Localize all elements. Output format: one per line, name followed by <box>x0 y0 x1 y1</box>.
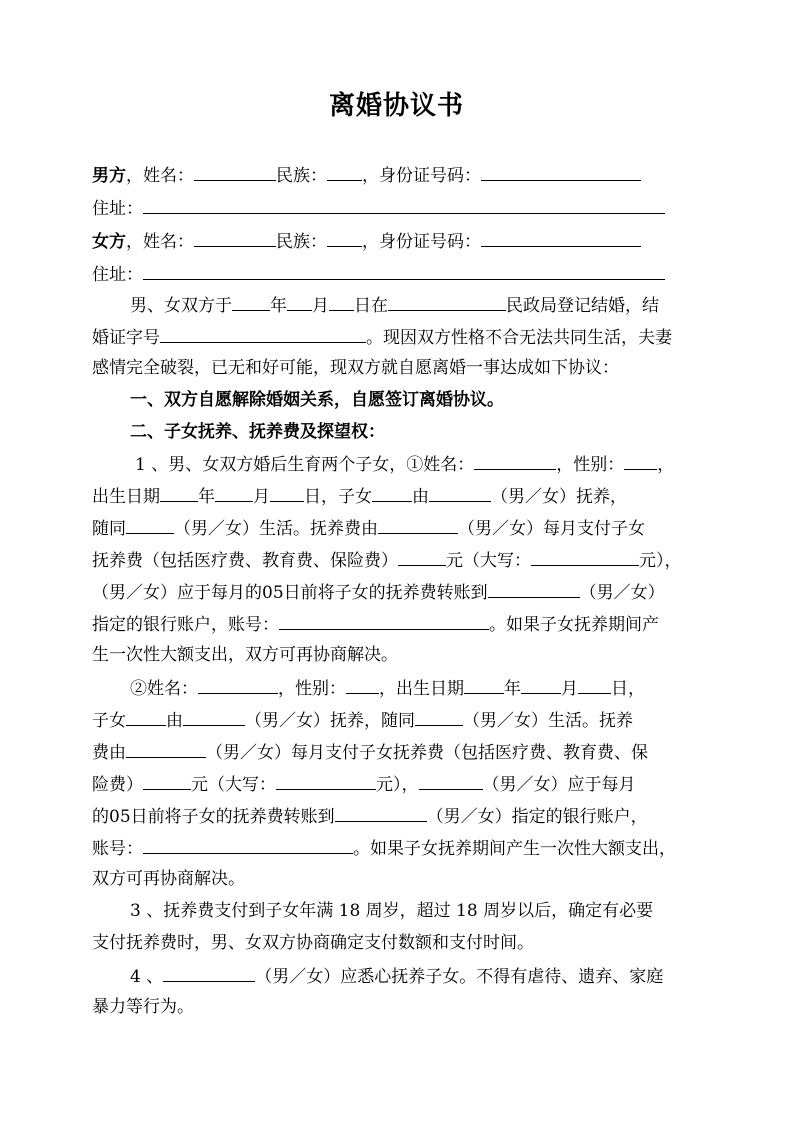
text: ，出生日期 <box>379 679 464 699</box>
text: （男／女） <box>579 583 665 603</box>
child2-line-2 <box>92 708 633 732</box>
child1-recipient-field[interactable] <box>488 580 580 598</box>
text: （男／女）应于每月的05日前将子女的抚养费转账到 <box>92 583 488 603</box>
clause4-line-1 <box>130 964 663 988</box>
text: 随同 <box>92 519 126 539</box>
text: 婚证字号 <box>92 328 160 348</box>
child1-day-field[interactable] <box>270 484 304 502</box>
clause4-party-field[interactable] <box>163 964 255 982</box>
id-label: ，身份证号码： <box>362 166 481 186</box>
bureau-field[interactable] <box>388 293 506 311</box>
text: ， <box>401 775 419 795</box>
address-label: 住址： <box>92 199 143 219</box>
marriage-line-1 <box>130 293 659 317</box>
child2-custody-field[interactable] <box>183 708 245 726</box>
child1-line-2 <box>92 484 627 508</box>
clause3-line-1: 3 、抚养费支付到子女年满 18 周岁，超过 18 周岁以后，确定有必要 <box>130 901 654 921</box>
male-address-line <box>92 196 665 220</box>
child2-line-5 <box>92 804 648 828</box>
text: 月 <box>561 679 578 699</box>
female-info-line <box>92 229 641 253</box>
text: 指定的银行账户，账号： <box>92 615 279 635</box>
child1-custody-field[interactable] <box>429 484 491 502</box>
text: ，性别： <box>556 455 625 475</box>
document-title: 离婚协议书 <box>328 91 464 121</box>
address-label: 住址： <box>92 265 143 285</box>
child2-year-field[interactable] <box>464 676 504 694</box>
text: （男／女）每月支付子女 <box>458 519 645 539</box>
male-ethnic-field[interactable] <box>327 163 362 181</box>
text: 日， <box>611 679 645 699</box>
child1-line-6 <box>92 612 659 636</box>
text: 元） <box>376 775 402 795</box>
female-address-field[interactable] <box>143 262 665 280</box>
text: 月 <box>253 487 270 507</box>
text: 4 、 <box>130 967 164 987</box>
child1-gender-field[interactable] <box>624 452 657 470</box>
child2-account-field[interactable] <box>143 836 353 854</box>
text: （男／女）抚养， <box>491 487 627 507</box>
child1-month-field[interactable] <box>215 484 253 502</box>
marriage-line-2 <box>92 325 672 349</box>
male-address-field[interactable] <box>143 196 665 214</box>
name-label: ，姓名： <box>126 232 194 252</box>
name-label: ，姓名： <box>126 166 194 186</box>
section-1-heading: 一、双方自愿解除婚姻关系，自愿签订离婚协议。 <box>130 390 504 410</box>
text: （男／女）生活。抚养 <box>463 711 633 731</box>
text: ， <box>657 455 675 475</box>
child1-account-field[interactable] <box>279 612 489 630</box>
child2-line-3 <box>92 740 648 764</box>
text: （男／女）应悉心抚养子女。不得有虐待、遗弃、家庭 <box>255 967 664 987</box>
child1-line-5 <box>92 580 665 604</box>
text: 年 <box>198 487 215 507</box>
marriage-day-field[interactable] <box>329 293 354 311</box>
child2-line-7: 双方可再协商解决。 <box>92 869 245 889</box>
text: （男／女）抚养，随同 <box>245 711 415 731</box>
text: 男、女双方于 <box>130 296 232 316</box>
marriage-line-3: 感情完全破裂，已无和好可能，现双方就自愿离婚一事达成如下协议： <box>92 358 619 378</box>
child2-line-6 <box>92 836 676 860</box>
child2-month-field[interactable] <box>521 676 561 694</box>
text: 由 <box>412 487 429 507</box>
text: （男／女）每月支付子女抚养费（包括医疗费、教育费、保 <box>206 743 648 763</box>
child2-child-field[interactable] <box>126 708 166 726</box>
female-name-field[interactable] <box>194 229 276 247</box>
child2-live-field[interactable] <box>415 708 463 726</box>
child2-name-field[interactable] <box>198 676 278 694</box>
text: 账号： <box>92 839 143 859</box>
text: 1 、男、女双方婚后生育两个子女，①姓名： <box>135 455 475 475</box>
child1-line-1 <box>135 452 674 476</box>
child1-line-7: 生一次性大额支出，双方可再协商解决。 <box>92 645 398 665</box>
child2-line-1 <box>130 676 645 700</box>
text: 民政局登记结婚，结 <box>506 296 659 316</box>
female-id-field[interactable] <box>481 229 641 247</box>
child2-line-4 <box>92 772 636 796</box>
female-label: 女方 <box>92 232 126 252</box>
text: 年 <box>270 296 287 316</box>
child1-live-field[interactable] <box>126 516 174 534</box>
text: （男／女）应于每月 <box>482 775 636 795</box>
text: （男／女）指定的银行账户， <box>426 807 648 827</box>
child1-line-4 <box>92 548 682 572</box>
child1-amount-field[interactable] <box>398 548 446 566</box>
child2-payer-field[interactable] <box>126 740 206 758</box>
text: 。如果子女抚养期间产生一次性大额支出， <box>353 839 676 859</box>
child1-year-field[interactable] <box>160 484 198 502</box>
text: ②姓名： <box>130 679 198 699</box>
text: 年 <box>504 679 521 699</box>
child1-line-3 <box>92 516 645 540</box>
child2-day-field[interactable] <box>578 676 611 694</box>
marriage-month-field[interactable] <box>287 293 312 311</box>
child2-amount-caps-field[interactable] <box>276 772 376 790</box>
text: 的05日前将子女的抚养费转账到 <box>92 807 335 827</box>
text: 日，子女 <box>304 487 372 507</box>
id-label: ，身份证号码： <box>362 232 481 252</box>
child1-amount-caps-field[interactable] <box>531 548 639 566</box>
male-label: 男方 <box>92 166 126 186</box>
female-address-line <box>92 262 665 286</box>
text: 由 <box>166 711 183 731</box>
child2-gender-field[interactable] <box>346 676 379 694</box>
child2-recipient-field[interactable] <box>335 804 427 822</box>
text: 子女 <box>92 711 126 731</box>
child2-amount-field[interactable] <box>143 772 191 790</box>
text: 出生日期 <box>92 487 160 507</box>
text: 。如果子女抚养期间产 <box>489 615 659 635</box>
clause3-line-2: 支付抚养费时，男、女双方协商确定支付数额和支付时间。 <box>92 933 534 953</box>
text: 月 <box>312 296 329 316</box>
male-info-line <box>92 163 641 187</box>
child1-payer-field[interactable] <box>378 516 458 534</box>
male-id-field[interactable] <box>481 163 641 181</box>
ethnic-label: 民族： <box>276 166 327 186</box>
text: 。现因双方性格不合无法共同生活，夫妻 <box>366 328 672 348</box>
text: （男／女）生活。抚养费由 <box>174 519 378 539</box>
female-ethnic-field[interactable] <box>327 229 362 247</box>
marriage-year-field[interactable] <box>232 293 270 311</box>
section-2-heading: 二、子女抚养、抚养费及探望权： <box>130 422 385 442</box>
clause4-line-2: 暴力等行为。 <box>92 997 194 1017</box>
child1-name-field[interactable] <box>474 452 556 470</box>
text: ，性别： <box>278 679 346 699</box>
child2-transfer-party-field[interactable] <box>419 772 483 790</box>
child1-child-field[interactable] <box>372 484 412 502</box>
text: 抚养费（包括医疗费、教育费、保险费） <box>92 551 398 571</box>
ethnic-label: 民族： <box>276 232 327 252</box>
text: 费由 <box>92 743 126 763</box>
text: 元（大写： <box>446 551 531 571</box>
male-name-field[interactable] <box>194 163 276 181</box>
text: 元（大写： <box>191 775 276 795</box>
text: 险费） <box>92 775 143 795</box>
text: 日在 <box>354 296 388 316</box>
text: 元）， <box>639 551 682 571</box>
certificate-number-field[interactable] <box>160 325 366 343</box>
